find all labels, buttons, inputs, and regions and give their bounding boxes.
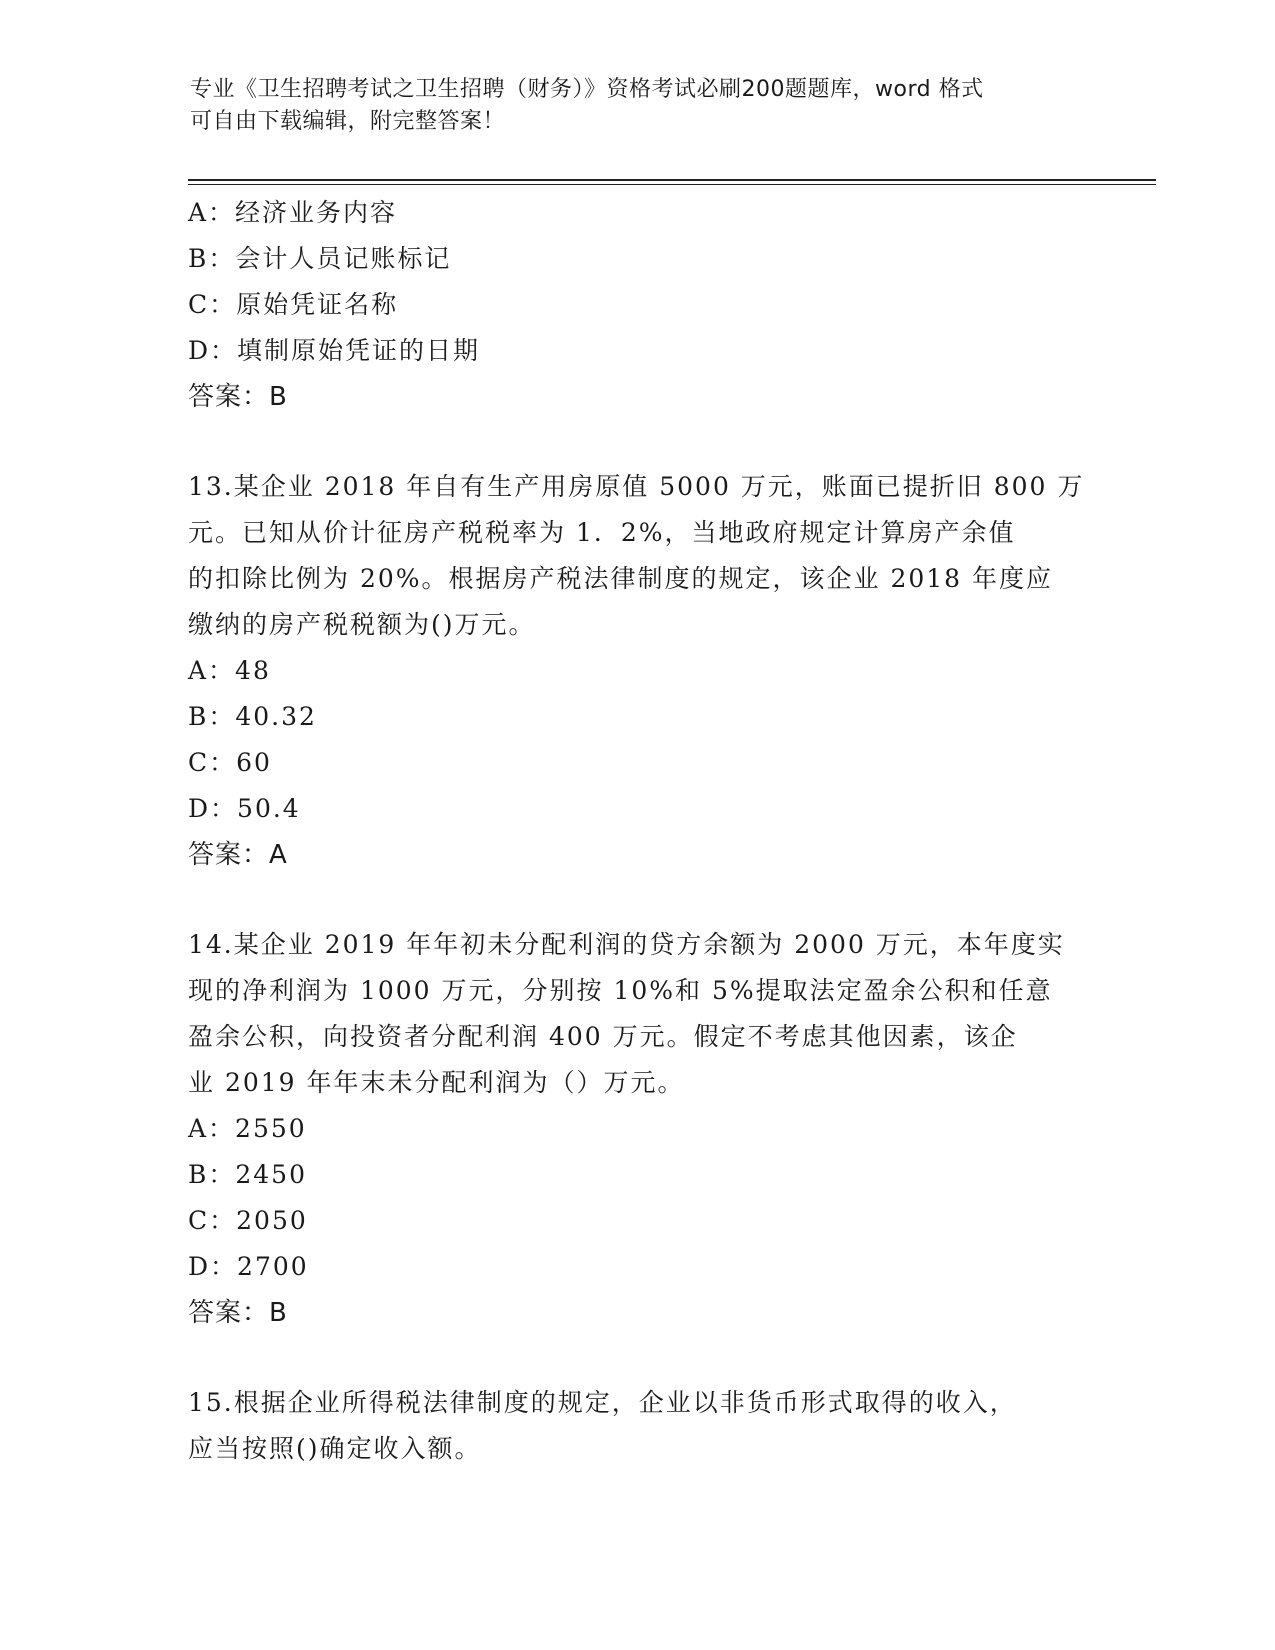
question-14-block xyxy=(188,922,1088,1336)
question-text-line: 盈余公积，向投资者分配利润 400 万元。假定不考虑其他因素，该企 xyxy=(188,1022,1018,1051)
question-text-line: 业 2019 年年末未分配利润为（）万元。 xyxy=(188,1068,685,1097)
answer: 答案：B xyxy=(188,382,288,412)
spacer xyxy=(188,878,1088,922)
option-d: D：填制原始凭证的日期 xyxy=(188,336,481,365)
header-title-line1: 专业《卫生招聘考试之卫生招聘（财务）》资格考试必刷200题题库，word 格式 xyxy=(190,77,984,102)
question-text-line: 15.根据企业所得税法律制度的规定，企业以非货币形式取得的收入， xyxy=(188,1388,1017,1417)
answer: 答案：B xyxy=(188,1298,288,1328)
spacer xyxy=(188,420,1088,464)
header-divider-thin xyxy=(188,184,1156,185)
option-a: A：经济业务内容 xyxy=(188,198,398,227)
answer: 答案：A xyxy=(188,840,288,870)
question-text-line: 的扣除比例为 20%。根据房产税法律制度的规定，该企业 2018 年度应 xyxy=(188,564,1054,593)
question-content xyxy=(188,190,1088,1472)
option-d: D：50.4 xyxy=(188,794,301,823)
option-c: C：2050 xyxy=(188,1206,308,1235)
option-a: A：48 xyxy=(188,656,271,685)
header-title-line2: 可自由下载编辑，附完整答案！ xyxy=(190,109,506,134)
option-b: B：2450 xyxy=(188,1160,307,1189)
question-text-line: 元。已知从价计征房产税税率为 1．2%，当地政府规定计算房产余值 xyxy=(188,518,1016,547)
option-c: C：60 xyxy=(188,748,272,777)
page-header xyxy=(190,74,1070,138)
question-text-line: 缴纳的房产税税额为()万元。 xyxy=(188,610,536,639)
option-b: B：会计人员记账标记 xyxy=(188,244,452,273)
option-c: C：原始凭证名称 xyxy=(188,290,399,319)
option-b: B：40.32 xyxy=(188,702,317,731)
spacer xyxy=(188,1336,1088,1380)
question-text-line: 13.某企业 2018 年自有生产用房原值 5000 万元，账面已提折旧 800 万 xyxy=(188,472,1085,501)
header-divider xyxy=(188,179,1156,181)
option-a: A：2550 xyxy=(188,1114,307,1143)
question-13-block xyxy=(188,464,1088,878)
question-text-line: 应当按照()确定收入额。 xyxy=(188,1434,482,1463)
question-12-block xyxy=(188,190,1088,420)
question-text-line: 现的净利润为 1000 万元，分别按 10%和 5%提取法定盈余公积和任意 xyxy=(188,976,1053,1005)
question-text-line: 14.某企业 2019 年年初未分配利润的贷方余额为 2000 万元，本年度实 xyxy=(188,930,1065,959)
question-15-block xyxy=(188,1380,1088,1472)
option-d: D：2700 xyxy=(188,1252,309,1281)
